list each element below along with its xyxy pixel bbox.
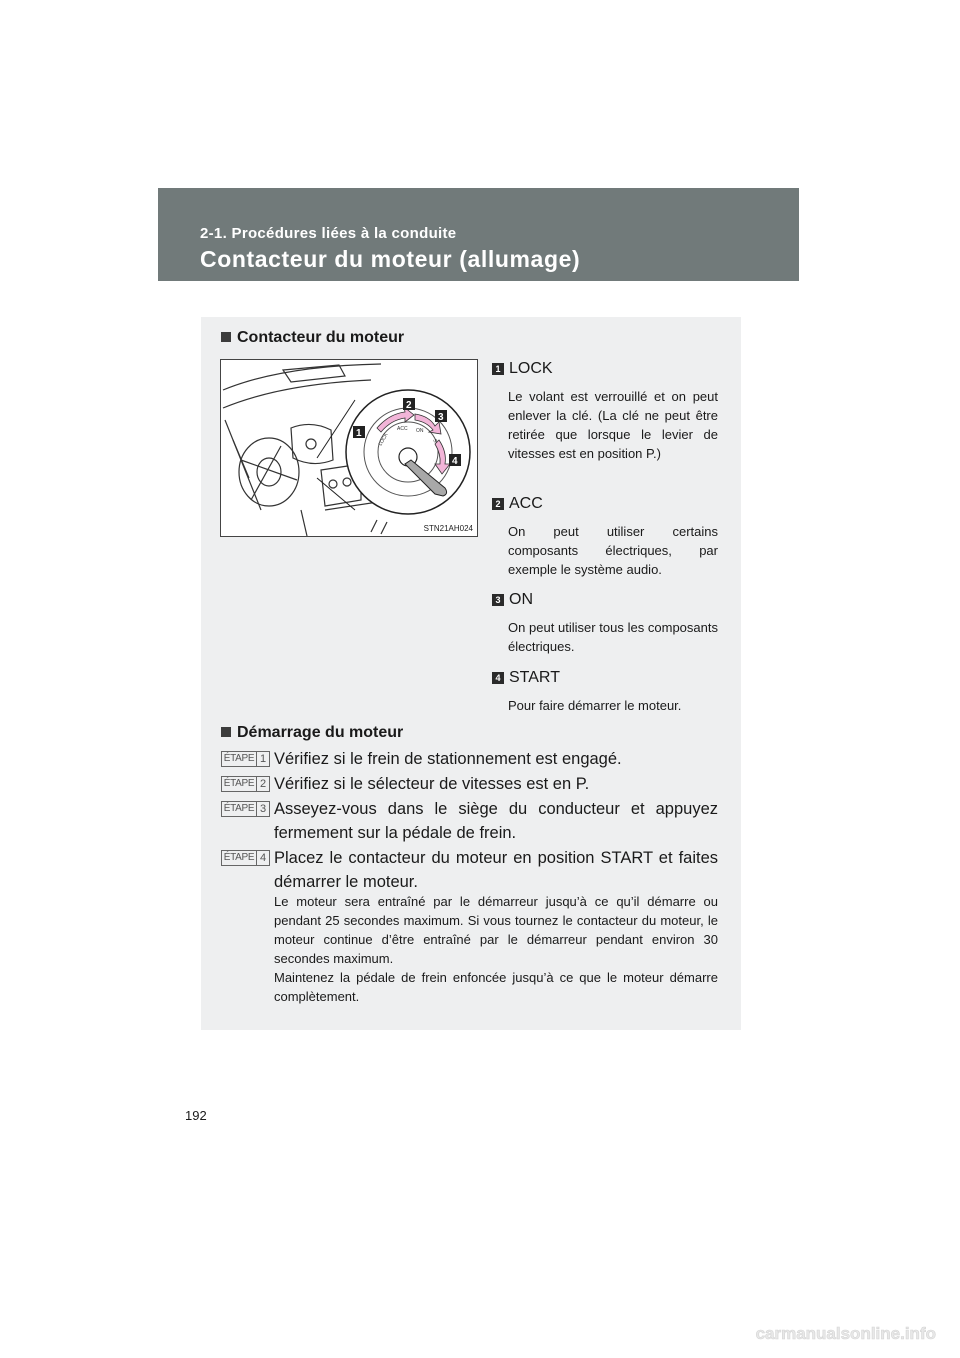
callout-2: 2 xyxy=(406,400,412,411)
callout-1: 1 xyxy=(356,428,362,439)
page-title: Contacteur du moteur (allumage) xyxy=(200,246,581,272)
number-badge: 3 xyxy=(492,594,504,606)
square-bullet-icon xyxy=(221,727,231,737)
step-badge: ÉTAPE 4 xyxy=(221,850,270,866)
step-text: Placez le contacteur du moteur en position START et faites démarrer le moteur. xyxy=(274,849,718,891)
ignition-drawing xyxy=(221,360,477,536)
callout-4: 4 xyxy=(452,456,458,467)
subheading-demarrage: Démarrage du moteur xyxy=(221,724,403,742)
position-description: Le volant est verrouillé et on peut enlever la clé. (La clé ne peut être retirée que lorsque le levier de vitesses est en position P.) xyxy=(508,389,718,461)
section-title: 2-1. Procédures liées à la conduite xyxy=(200,225,457,242)
dial-label-lock: LOCK xyxy=(377,432,390,447)
step-text: Vérifiez si le frein de stationnement est engagé. xyxy=(274,750,622,768)
position-description: Pour faire démarrer le moteur. xyxy=(508,698,682,713)
position-label: LOCK xyxy=(509,360,553,377)
note-text: Le moteur sera entraîné par le démarreur jusqu’à ce qu’il démarre ou pendant 25 secondes maximum. Si vous tournez le contacteur du moteur, le moteur continue d’être entraîné par le démarreur pendant environ 30 secondes maximum. Maintenez la pédale de frein enfoncée jusqu’à ce que le moteur démarre complètement. xyxy=(274,894,718,1004)
position-label: START xyxy=(509,669,560,686)
step-badge: ÉTAPE 2 xyxy=(221,776,270,792)
page-header xyxy=(158,188,799,281)
subheading-contacteur: Contacteur du moteur xyxy=(221,329,404,347)
svg-text:carmanualsonline.info: carmanualsonline.info xyxy=(755,1324,936,1343)
dial-label-on: ON xyxy=(416,428,424,434)
ignition-illustration xyxy=(220,359,478,537)
step-badge: ÉTAPE 3 xyxy=(221,801,270,817)
dial-label-acc: ACC xyxy=(397,426,408,432)
content-panel xyxy=(201,317,741,1030)
step-badge: ÉTAPE 1 xyxy=(221,751,270,767)
number-badge: 4 xyxy=(492,672,504,684)
number-badge: 2 xyxy=(492,498,504,510)
square-bullet-icon xyxy=(221,332,231,342)
step-text: Vérifiez si le sélecteur de vitesses est en P. xyxy=(274,775,590,793)
figure-code: STN21AH024 xyxy=(423,524,473,533)
callout-3: 3 xyxy=(438,412,444,423)
position-label: ON xyxy=(509,591,533,608)
page-number: 192 xyxy=(185,1108,207,1123)
step-text: Asseyez-vous dans le siège du conducteur et appuyez fermement sur la pédale de frein. xyxy=(274,800,718,842)
position-label: ACC xyxy=(509,495,543,512)
number-badge: 1 xyxy=(492,363,504,375)
position-description: On peut utiliser tous les composants électriques. xyxy=(508,620,718,654)
watermark-logo xyxy=(678,1322,938,1344)
position-description: On peut utiliser certains composants électriques, par exemple le système audio. xyxy=(508,524,718,577)
